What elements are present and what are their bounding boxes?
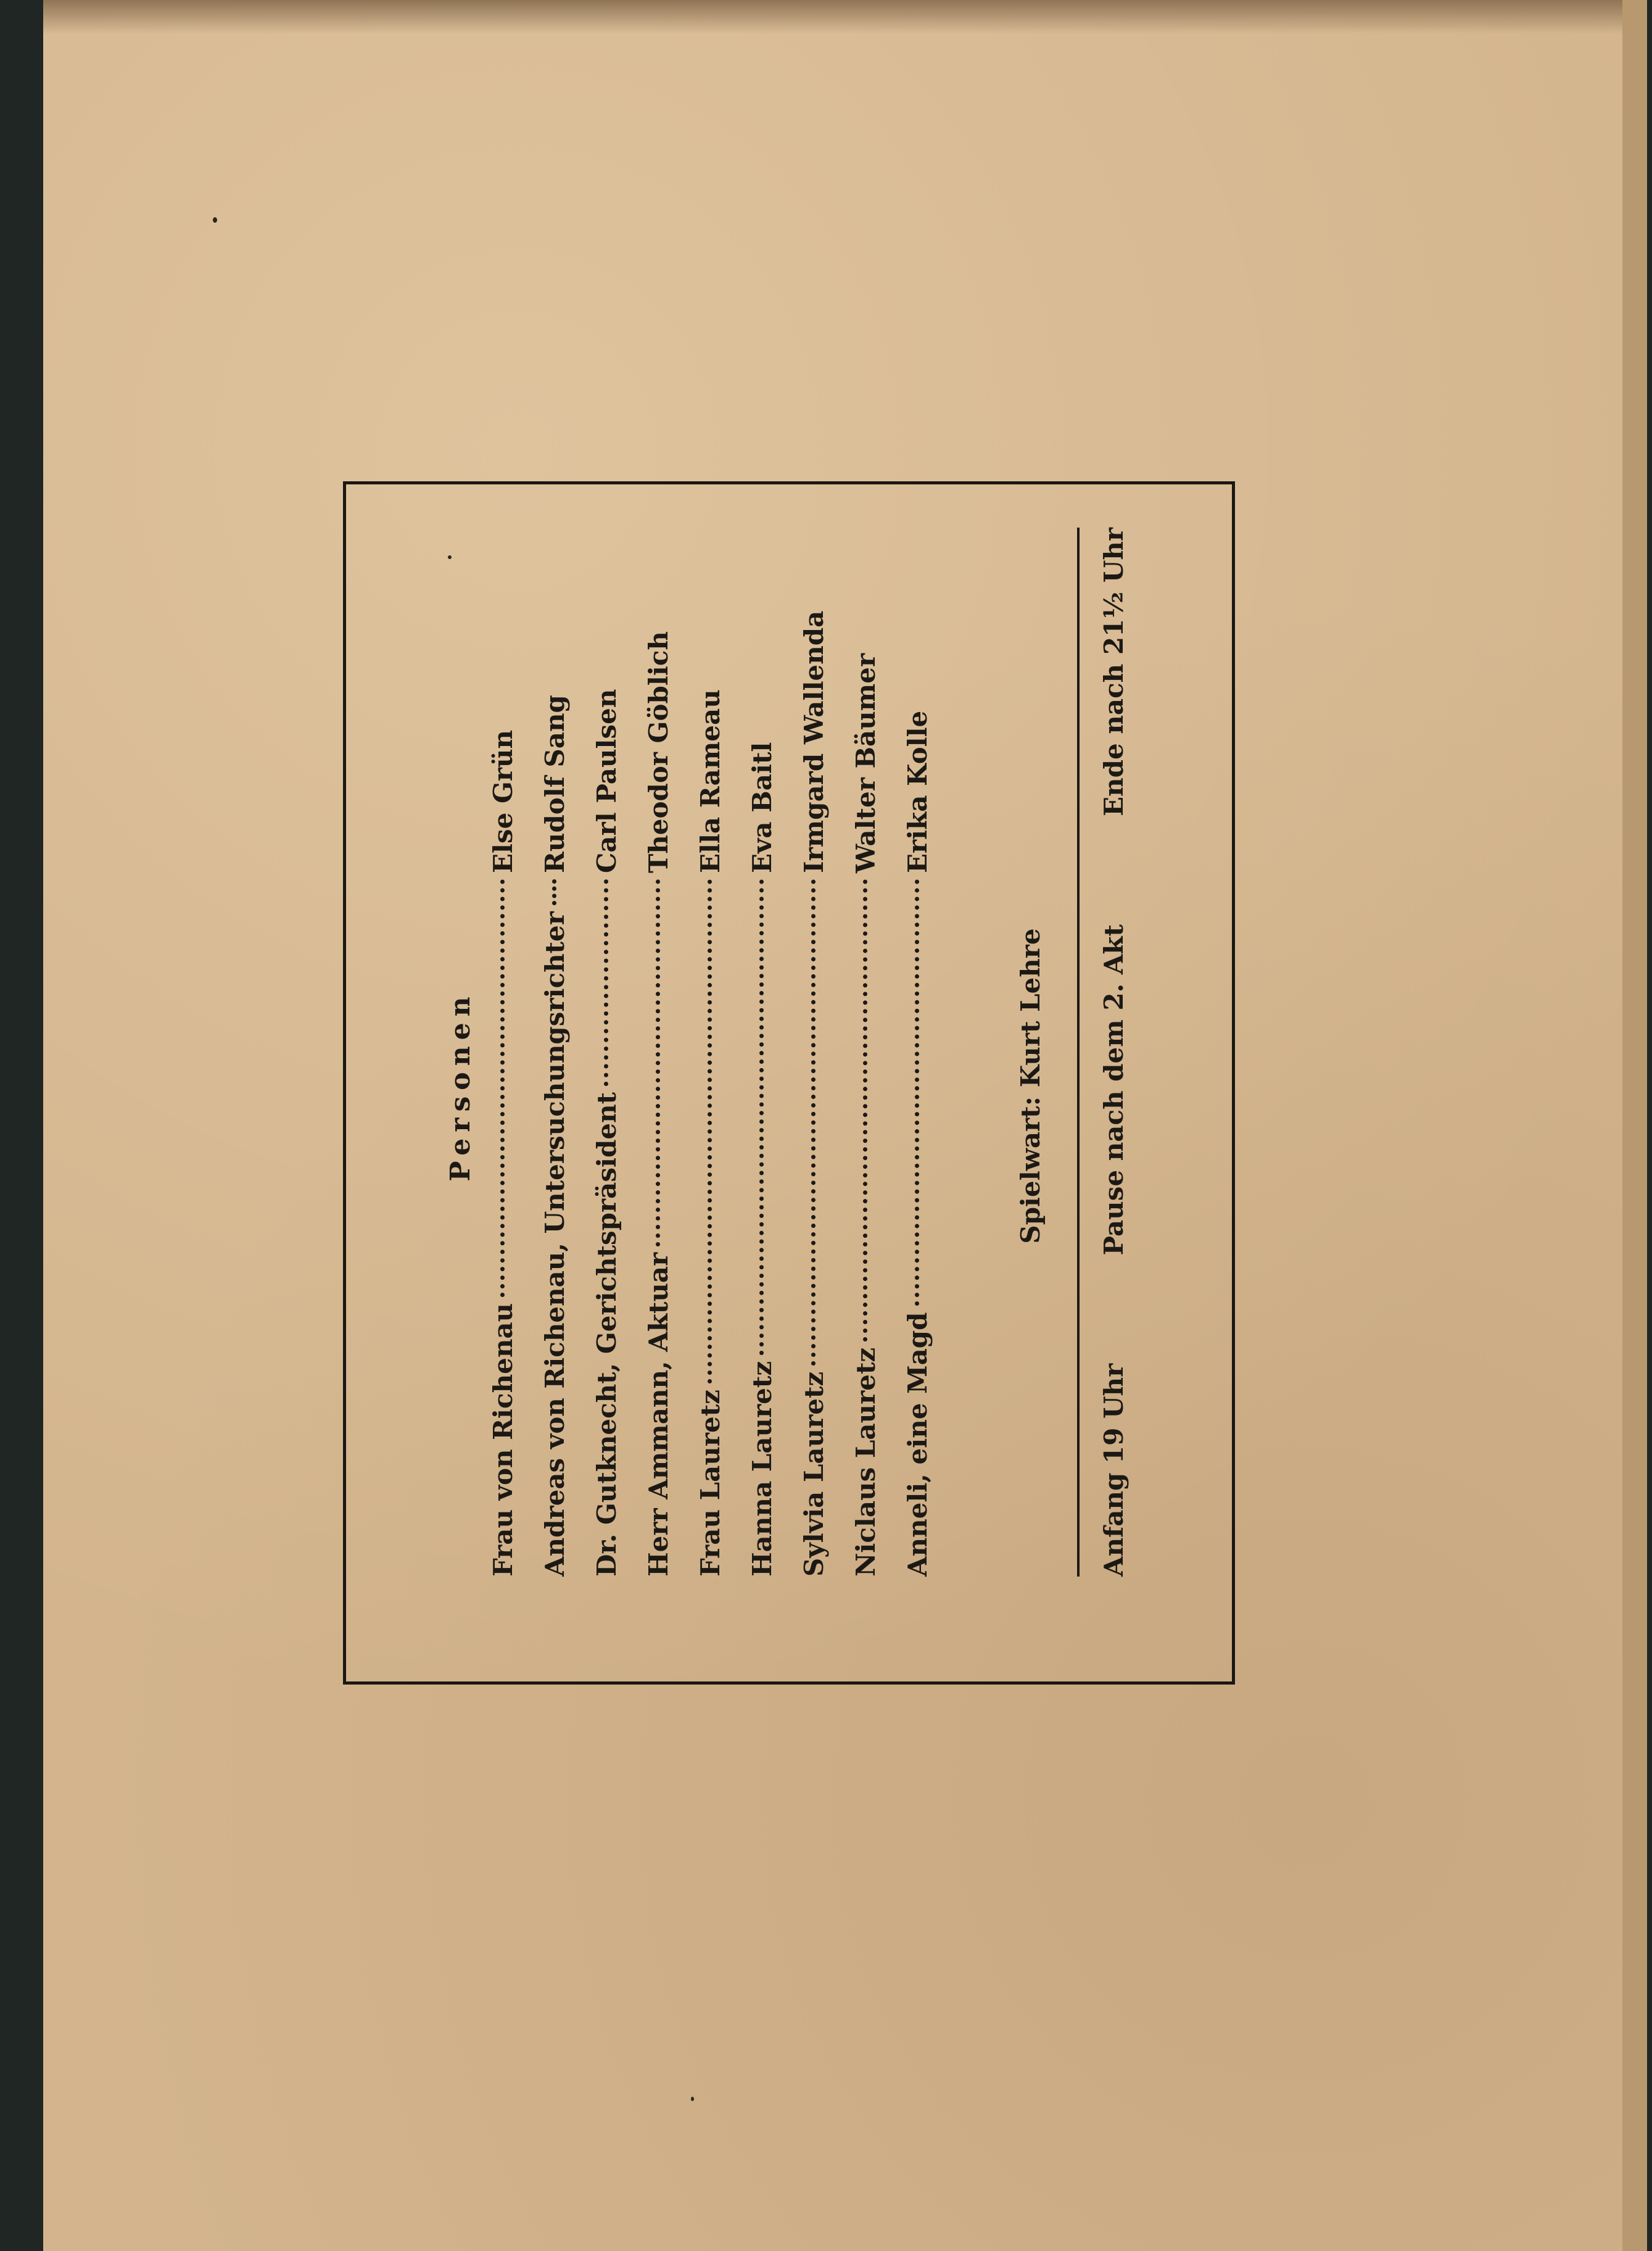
book-gutter (1622, 0, 1647, 2251)
cast-list (488, 528, 954, 1577)
actor-name: Theodor Göblich (643, 631, 674, 873)
dot-leader (863, 879, 867, 1341)
start-time: Anfang 19 Uhr (1099, 1363, 1129, 1577)
dot-leader (656, 879, 660, 1246)
cast-row (747, 528, 799, 1577)
cast-list-box (343, 481, 1235, 1685)
role-name: Dr. Gutknecht, Gerichtspräsident (592, 1092, 622, 1577)
dot-leader (708, 879, 712, 1383)
role-name: Anneli, eine Magd (902, 1312, 933, 1577)
actor-name: Carl Paulsen (592, 689, 622, 873)
role-name: Hanna Lauretz (747, 1361, 777, 1577)
dot-leader (500, 879, 505, 1297)
rotated-program-content (346, 484, 1238, 1688)
dot-leader (811, 879, 816, 1366)
actor-name: Ella Rameau (695, 689, 725, 873)
actor-name: Erika Kolle (902, 710, 933, 873)
role-name: Niclaus Lauretz (851, 1347, 881, 1577)
cast-row (799, 528, 851, 1577)
performance-times (1099, 528, 1129, 1577)
intermission-note: Pause nach dem 2. Akt (1099, 924, 1129, 1256)
page-edge-shadow (43, 0, 1622, 34)
cast-row (540, 528, 592, 1577)
role-name: Sylvia Lauretz (799, 1371, 829, 1577)
dot-leader (552, 879, 556, 905)
cast-row (643, 528, 695, 1577)
cast-row (902, 528, 954, 1577)
cast-heading: Personen (445, 990, 476, 1182)
paper-page (43, 0, 1622, 2251)
end-time: Ende nach 21½ Uhr (1099, 528, 1129, 816)
stage-manager-credit: Spielwart: Kurt Lehre (1015, 928, 1046, 1244)
ink-speck (213, 217, 217, 223)
actor-name: Else Grün (488, 729, 518, 873)
actor-name: Walter Bäumer (851, 653, 881, 873)
role-name: Andreas von Richenau, Untersuchungsrichter (540, 911, 570, 1577)
actor-name: Irmgard Wallenda (799, 610, 829, 873)
divider-line (1077, 528, 1080, 1577)
cast-row (695, 528, 747, 1577)
ink-speck (691, 2097, 694, 2101)
dot-leader (759, 879, 764, 1355)
actor-name: Eva Baitl (747, 742, 777, 873)
actor-name: Rudolf Sang (540, 695, 570, 873)
role-name: Herr Ammann, Aktuar (643, 1252, 674, 1577)
cast-row (488, 528, 540, 1577)
role-name: Frau Lauretz (695, 1390, 725, 1577)
dot-leader (915, 879, 919, 1306)
dot-leader (604, 879, 608, 1086)
cast-row (851, 528, 902, 1577)
cast-row (592, 528, 643, 1577)
role-name: Frau von Richenau (488, 1303, 518, 1577)
